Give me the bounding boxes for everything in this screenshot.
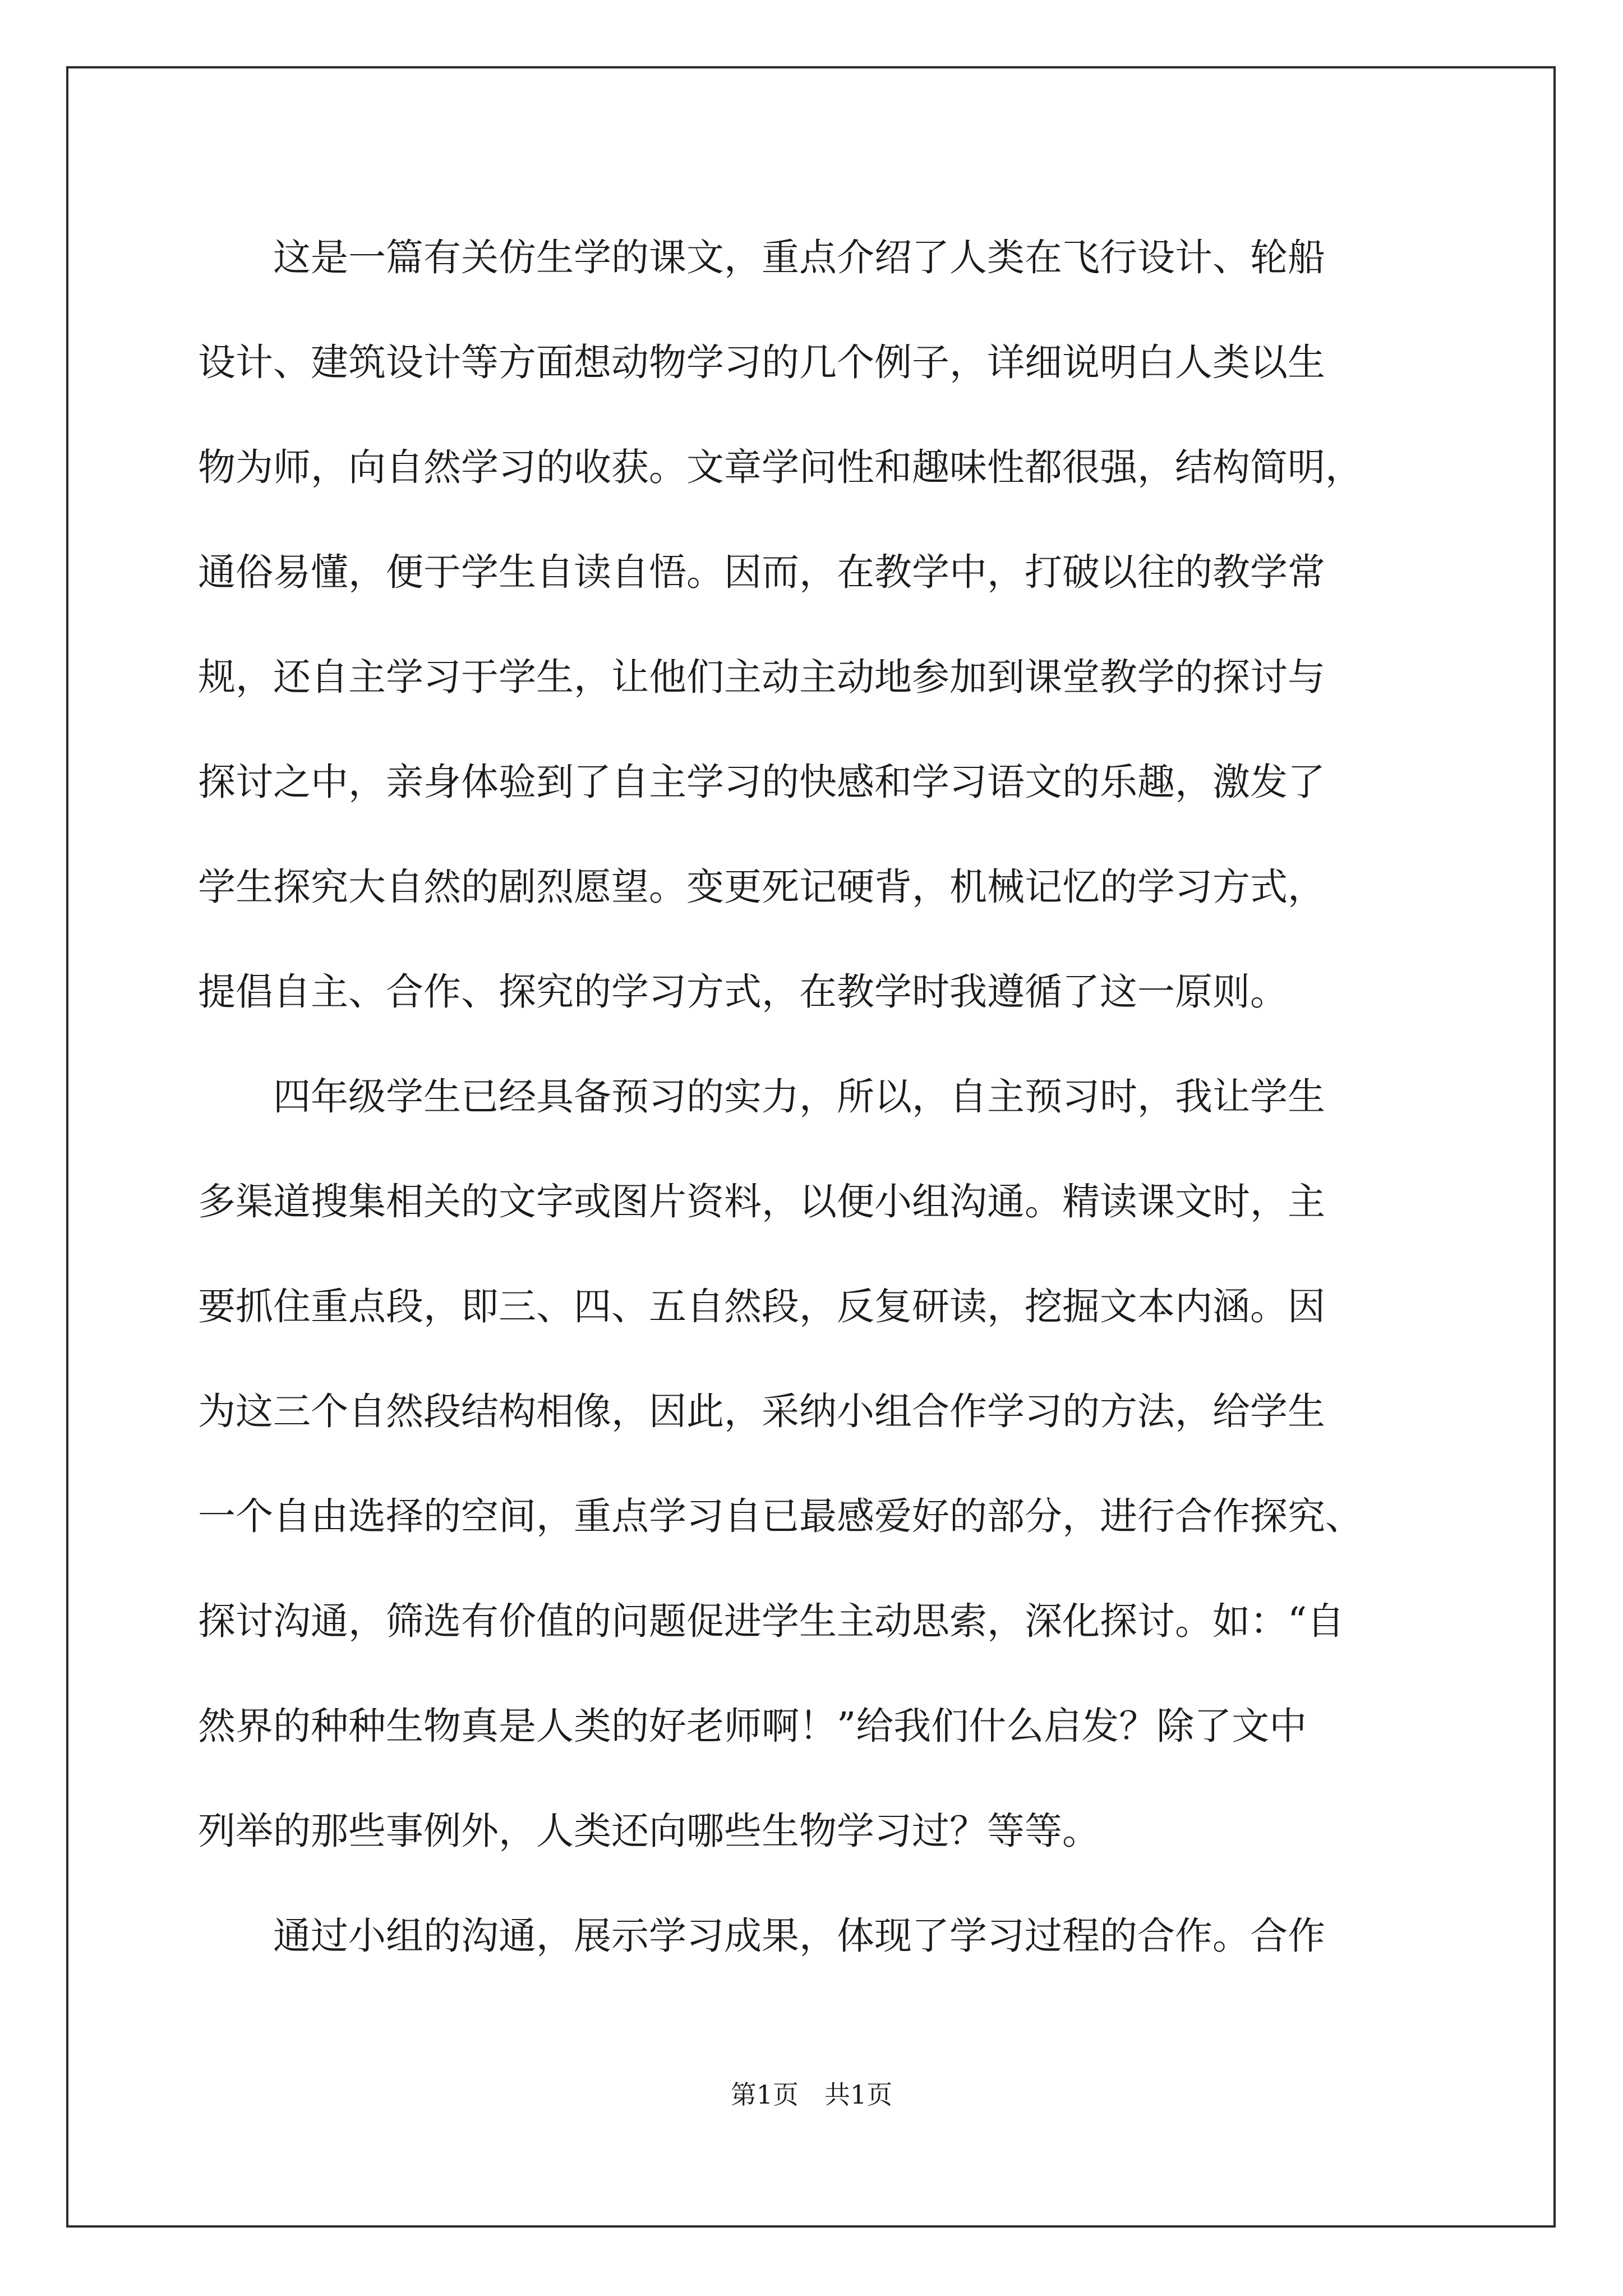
text-line: 通过小组的沟通，展示学习成果，体现了学习过程的合作。合作 xyxy=(198,1914,1325,1958)
text-line: 然界的种种生物真是人类的好老师啊！”给我们什么启发？除了文中 xyxy=(198,1704,1307,1748)
text-line: 这是一篇有关仿生学的课文，重点介绍了人类在飞行设计、轮船 xyxy=(198,236,1325,279)
text-line: 为这三个自然段结构相像，因此，采纳小组合作学习的方法，给学生 xyxy=(198,1389,1325,1433)
text-line: 通俗易懂，便于学生自读自悟。因而，在教学中，打破以往的教学常 xyxy=(198,550,1325,594)
text-line: 设计、建筑设计等方面想动物学习的几个例子，详细说明白人类以生 xyxy=(198,341,1325,384)
text-line: 列举的那些事例外，人类还向哪些生物学习过？等等。 xyxy=(198,1809,1100,1853)
page-footer: 第1页 共1页 xyxy=(730,2079,893,2110)
document-body xyxy=(198,205,1440,1989)
text-line: 四年级学生已经具备预习的实力，所以，自主预习时，我让学生 xyxy=(198,1075,1325,1119)
text-line: 探讨沟通，筛选有价值的问题促进学生主动思索，深化探讨。如：“自 xyxy=(198,1599,1345,1643)
text-line: 提倡自主、合作、探究的学习方式，在教学时我遵循了这一原则。 xyxy=(198,970,1288,1014)
text-line: 学生探究大自然的剧烈愿望。变更死记硬背，机械记忆的学习方式， xyxy=(198,865,1325,909)
text-line: 物为师，向自然学习的收获。文章学问性和趣味性都很强，结构简明， xyxy=(198,445,1363,489)
text-line: 探讨之中，亲身体验到了自主学习的快感和学习语文的乐趣，激发了 xyxy=(198,760,1325,804)
text-line: 一个自由选择的空间，重点学习自已最感爱好的部分，进行合作探究、 xyxy=(198,1494,1363,1538)
text-line: 规，还自主学习于学生，让他们主动主动地参加到课堂教学的探讨与 xyxy=(198,655,1325,699)
text-line: 要抓住重点段，即三、四、五自然段，反复研读，挖掘文本内涵。因 xyxy=(198,1285,1325,1328)
text-line: 多渠道搜集相关的文字或图片资料，以便小组沟通。精读课文时，主 xyxy=(198,1180,1325,1223)
